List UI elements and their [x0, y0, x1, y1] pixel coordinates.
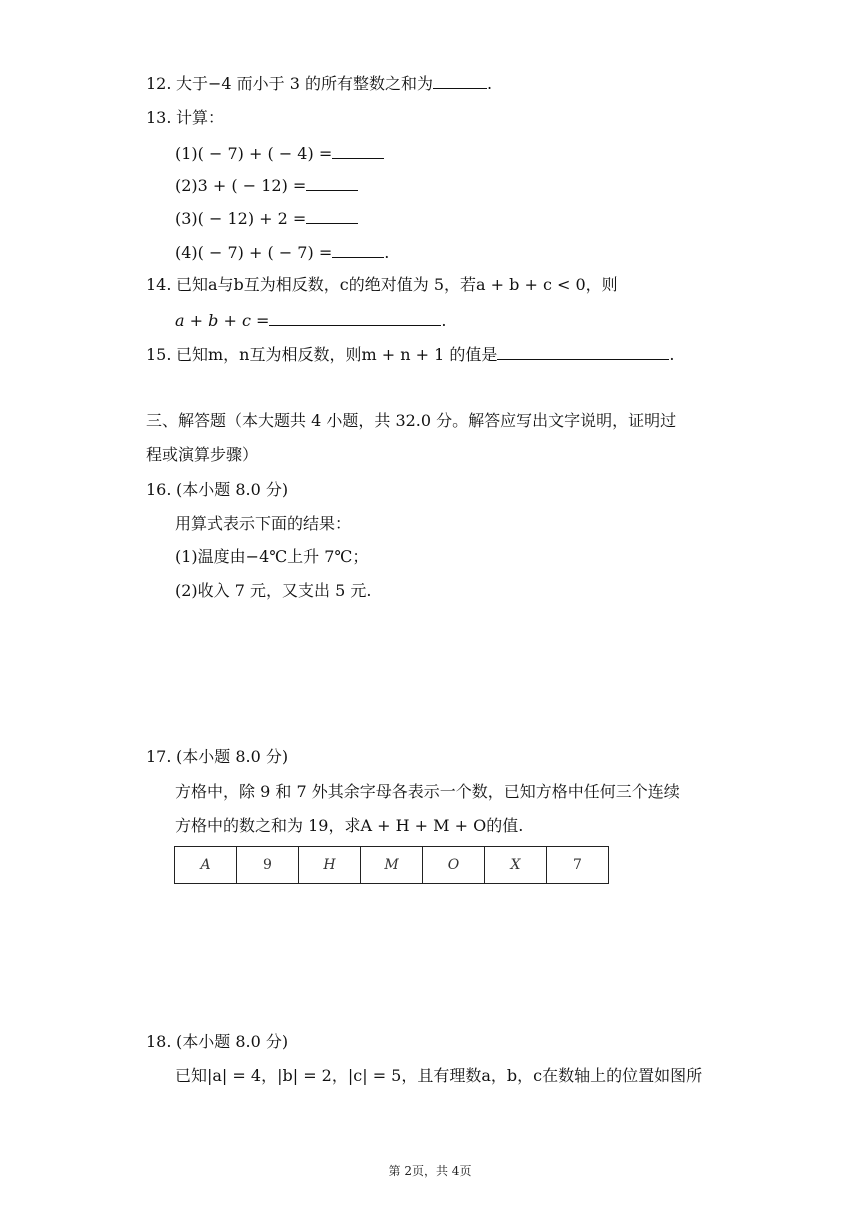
question-16 [146, 479, 288, 501]
grid-cell: 7 [547, 847, 609, 884]
grid-cell: H [299, 847, 361, 884]
grid-cell: M [361, 847, 423, 884]
sub-item-1 [175, 142, 384, 165]
answer-blank [269, 309, 441, 326]
question-text: 已知m，n互为相反数，则m + n + 1 的值是 [176, 345, 498, 364]
sub-item-text: (3)( − 12) + 2 = [175, 209, 307, 228]
page-footer: 第 2页，共 4页 [388, 1164, 472, 1178]
punctuation: . [441, 311, 447, 330]
question-text: 方格中，除 9 和 7 外其余字母各表示一个数，已知方格中任何三个连续 [175, 782, 680, 801]
answer-blank [306, 207, 358, 224]
answer-blank [433, 72, 487, 89]
score-label: (本小题 8.0 分) [176, 747, 289, 766]
grid-cell: 9 [237, 847, 299, 884]
answer-blank [332, 241, 384, 258]
grid-cell: O [423, 847, 485, 884]
question-18 [146, 1031, 288, 1053]
grid-cell: A [175, 847, 237, 884]
answer-blank [332, 142, 384, 159]
sub-item-text: (2)3 + ( − 12) = [175, 176, 307, 195]
section-heading: 三、解答题（本大题共 4 小题，共 32.0 分。解答应写出文字说明，证明过 [146, 411, 677, 430]
score-label: (本小题 8.0 分) [176, 1032, 289, 1051]
question-text-cont: 方格中的数之和为 19，求A + H + M + O的值. [175, 816, 524, 835]
question-text: 大于−4 而小于 3 的所有整数之和为 [176, 74, 434, 93]
sub-item-4 [175, 241, 389, 264]
sub-item-text: (4)( − 7) + ( − 7) = [175, 243, 333, 262]
question-number: 12. [146, 74, 172, 93]
question-text: 已知|a| = 4，|b| = 2，|c| = 5，且有理数a，b，c在数轴上的位置如图所 [175, 1066, 703, 1085]
letter-grid [174, 846, 609, 884]
punctuation: . [669, 345, 675, 364]
question-14-line2 [175, 309, 446, 332]
answer-blank [497, 343, 669, 360]
question-text: 已知a与b互为相反数，c的绝对值为 5，若a + b + c < 0，则 [176, 275, 618, 294]
question-number: 14. [146, 275, 172, 294]
sub-item-2: (2)收入 7 元，又支出 5 元. [175, 581, 372, 600]
grid-cell: X [485, 847, 547, 884]
sub-item-1: (1)温度由−4℃上升 7℃； [175, 547, 369, 566]
question-17 [146, 746, 288, 768]
question-number: 16. [146, 480, 172, 499]
question-text: 计算： [176, 108, 225, 127]
question-14 [146, 274, 618, 296]
math-expression: a + b + c = [175, 311, 270, 330]
section-heading-cont: 程或演算步骤） [146, 445, 259, 464]
question-text: 用算式表示下面的结果： [175, 514, 352, 533]
answer-blank [306, 174, 358, 191]
sub-item-text: (1)( − 7) + ( − 4) = [175, 144, 333, 163]
sub-item-2 [175, 174, 358, 197]
punctuation: . [384, 243, 390, 262]
question-15 [146, 343, 674, 366]
question-number: 17. [146, 747, 172, 766]
question-12 [146, 72, 492, 95]
question-number: 15. [146, 345, 172, 364]
question-number: 18. [146, 1032, 172, 1051]
sub-item-3 [175, 207, 358, 230]
question-13 [146, 107, 224, 129]
score-label: (本小题 8.0 分) [176, 480, 289, 499]
punctuation: . [487, 74, 493, 93]
question-number: 13. [146, 108, 172, 127]
